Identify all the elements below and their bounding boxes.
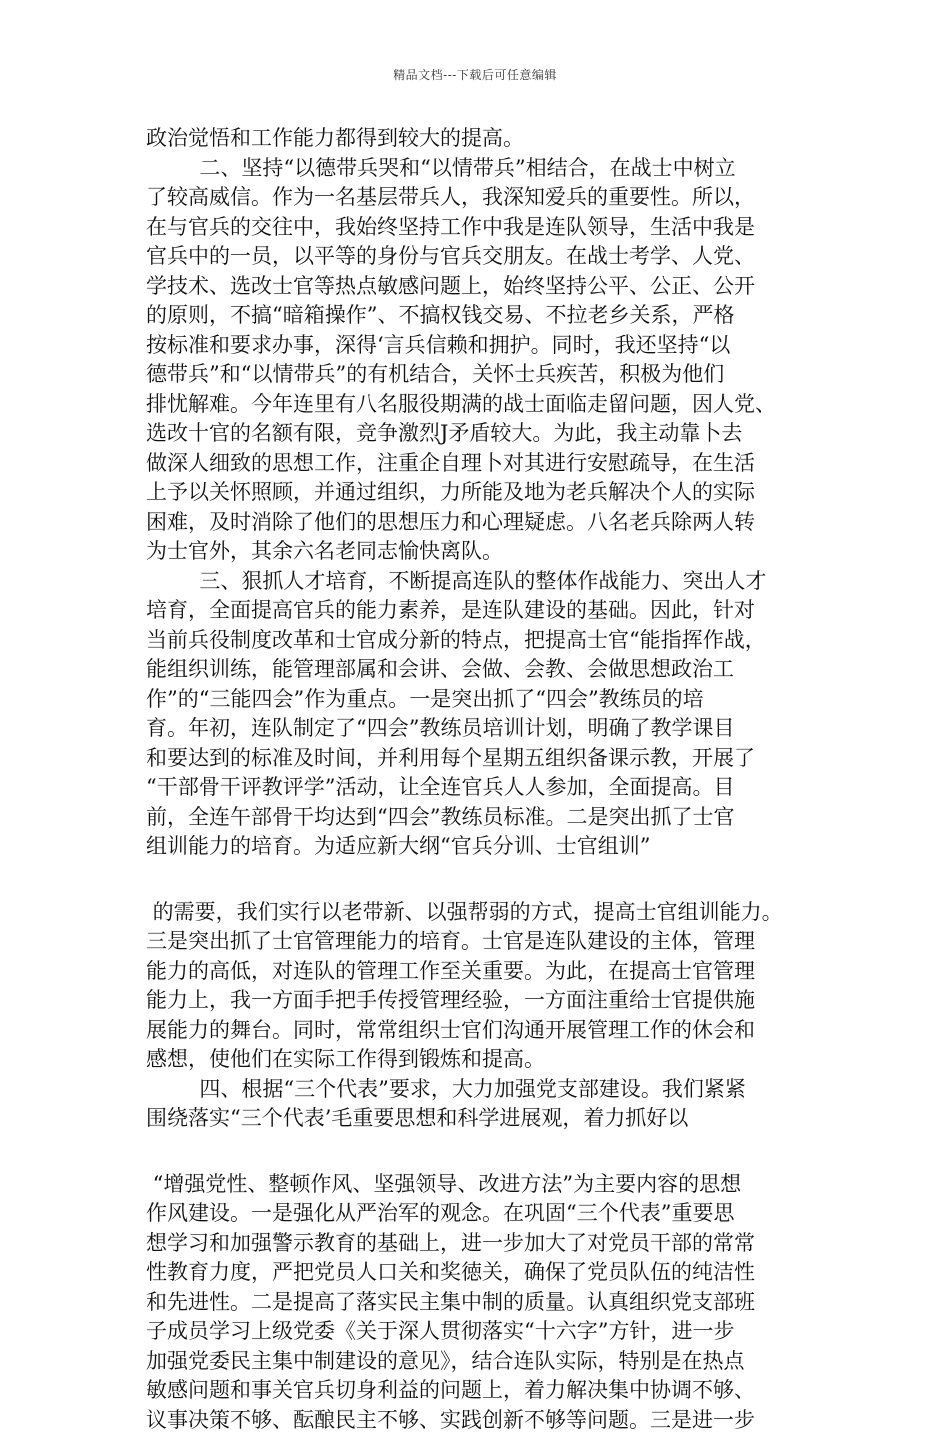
text-line: 子成员学习上级党委《关于深人贯彻落实“十六字”方针，进一步 xyxy=(146,1317,810,1347)
text-line: 前，全连午部骨干均达到“四会”教练员标准。二是突出抓了士官 xyxy=(146,803,810,833)
page-header: 精品文档---下载后可任意编辑 xyxy=(0,66,950,83)
text-line: 和要达到的标准及时间，并利用每个星期五组织备课示教，开展了 xyxy=(146,744,810,774)
text-block xyxy=(146,898,810,1134)
text-line: 敏感问题和事关官兵切身利益的问题上，着力解决集中协调不够、 xyxy=(146,1376,810,1406)
text-line: 政治觉悟和工作能力都得到较大的提高。 xyxy=(146,124,810,154)
text-line: 能力的高低，对连队的管理工作至关重要。为此，在提高士官管理 xyxy=(146,957,810,987)
text-line: 的原则，不搞“暗箱操作”、不搞权钱交易、不拉老乡关系，严格 xyxy=(146,301,810,331)
text-blocks xyxy=(146,124,810,1435)
text-line: 上予以关怀照顾，并通过组织，力所能及地为老兵解决个人的实际 xyxy=(146,478,810,508)
text-line: 做深人细致的思想工作，注重企自理卜对其进行安慰疏导，在生活 xyxy=(146,449,810,479)
document-body xyxy=(146,124,810,1435)
text-line: 三是突出抓了士官管理能力的培育。士官是连队建设的主体，管理 xyxy=(146,927,810,957)
text-line: 的需要，我们实行以老带新、以强帮弱的方式，提高士官组训能力。 xyxy=(146,898,810,928)
text-line: 困难，及时消除了他们的思想压力和心理疑虑。八名老兵除两人转 xyxy=(146,508,810,538)
text-line: 能组织训练，能管理部属和会讲、会做、会教、会做思想政治工 xyxy=(146,655,810,685)
text-line: 德带兵”和“以情带兵”的有机结合，关怀士兵疾苦，积极为他们 xyxy=(146,360,810,390)
text-line: 官兵中的一员，以平等的身份与官兵交朋友。在战士考学、人党、 xyxy=(146,242,810,272)
text-line: 作风建设。一是强化从严治军的观念。在巩固“三个代表”重要思 xyxy=(146,1199,810,1229)
text-line: “干部骨干评教评学”活动，让全连官兵人人参加，全面提高。目 xyxy=(146,773,810,803)
text-line: 按标准和要求办事，深得‘言兵信赖和拥护。同时，我还坚持“以 xyxy=(146,331,810,361)
text-line: 议事决策不够、酝酿民主不够、实践创新不够等问题。三是进一步 xyxy=(146,1406,810,1435)
text-block xyxy=(146,124,810,862)
text-line: 感想，使他们在实际工作得到锻炼和提高。 xyxy=(146,1045,810,1075)
block-gap xyxy=(146,862,810,898)
text-line: 二、坚持“以德带兵哭和“以情带兵”相结合，在战士中树立 xyxy=(146,154,810,184)
text-line: 性教育力度，严把党员人口关和奖徳关，确保了党员队伍的纯洁性 xyxy=(146,1258,810,1288)
text-line: 当前兵役制度改革和士官成分新的特点，把提高士官“能指挥作战， xyxy=(146,626,810,656)
text-line: 和先进性。二是提高了落实民主集中制的质量。认真组织党支部班 xyxy=(146,1288,810,1318)
text-line: 展能力的舞台。同时，常常组织士官们沟通开展管理工作的休会和 xyxy=(146,1016,810,1046)
text-line: 能力上，我一方面手把手传授管理经验，一方面注重给士官提供施 xyxy=(146,986,810,1016)
text-line: 围绕落实“三个代表’毛重要思想和科学进展观，着力抓好以 xyxy=(146,1104,810,1134)
text-line: 加强党委民主集中制建设的意见》，结合连队实际，特别是在热点 xyxy=(146,1347,810,1377)
text-line: 培育，全面提高官兵的能力素养，是连队建设的基础。因此，针对 xyxy=(146,596,810,626)
text-block xyxy=(146,1170,810,1435)
block-gap xyxy=(146,1134,810,1170)
text-line: 组训能力的培育。为适应新大纲“官兵分训、士官组训” xyxy=(146,832,810,862)
text-line: 三、狠抓人才培育，不断提高连队的整体作战能力、突出人才 xyxy=(146,567,810,597)
text-line: 了较高威信。作为一名基层带兵人，我深知爱兵的重要性。所以， xyxy=(146,183,810,213)
text-line: 在与官兵的交往中，我始终坚持工作中我是连队领导，生活中我是 xyxy=(146,213,810,243)
text-line: 四、根据“三个代表”要求，大力加强党支部建设。我们紧紧 xyxy=(146,1075,810,1105)
text-line: 学技术、选改士官等热点敏感问题上，始终坚持公平、公正、公开 xyxy=(146,272,810,302)
text-line: 排忧解难。今年连里有八名服役期满的战士面临走留问题，因人党、 xyxy=(146,390,810,420)
text-line: 选改十官的名额有限，竞争激烈J矛盾较大。为此，我主动靠卜去 xyxy=(146,419,810,449)
text-line: 想学习和加强警示教育的基础上，进一步加大了对党员干部的常常 xyxy=(146,1229,810,1259)
text-line: 育。年初，连队制定了“四会”教练员培训计划，明确了教学课目 xyxy=(146,714,810,744)
text-line: 作”的“三能四会”作为重点。一是突出抓了“四会”教练员的培 xyxy=(146,685,810,715)
text-line: “增强党性、整顿作风、坚强领导、改进方法”为主要内容的思想 xyxy=(146,1170,810,1200)
text-line: 为士官外，其余六名老同志愉快离队。 xyxy=(146,537,810,567)
